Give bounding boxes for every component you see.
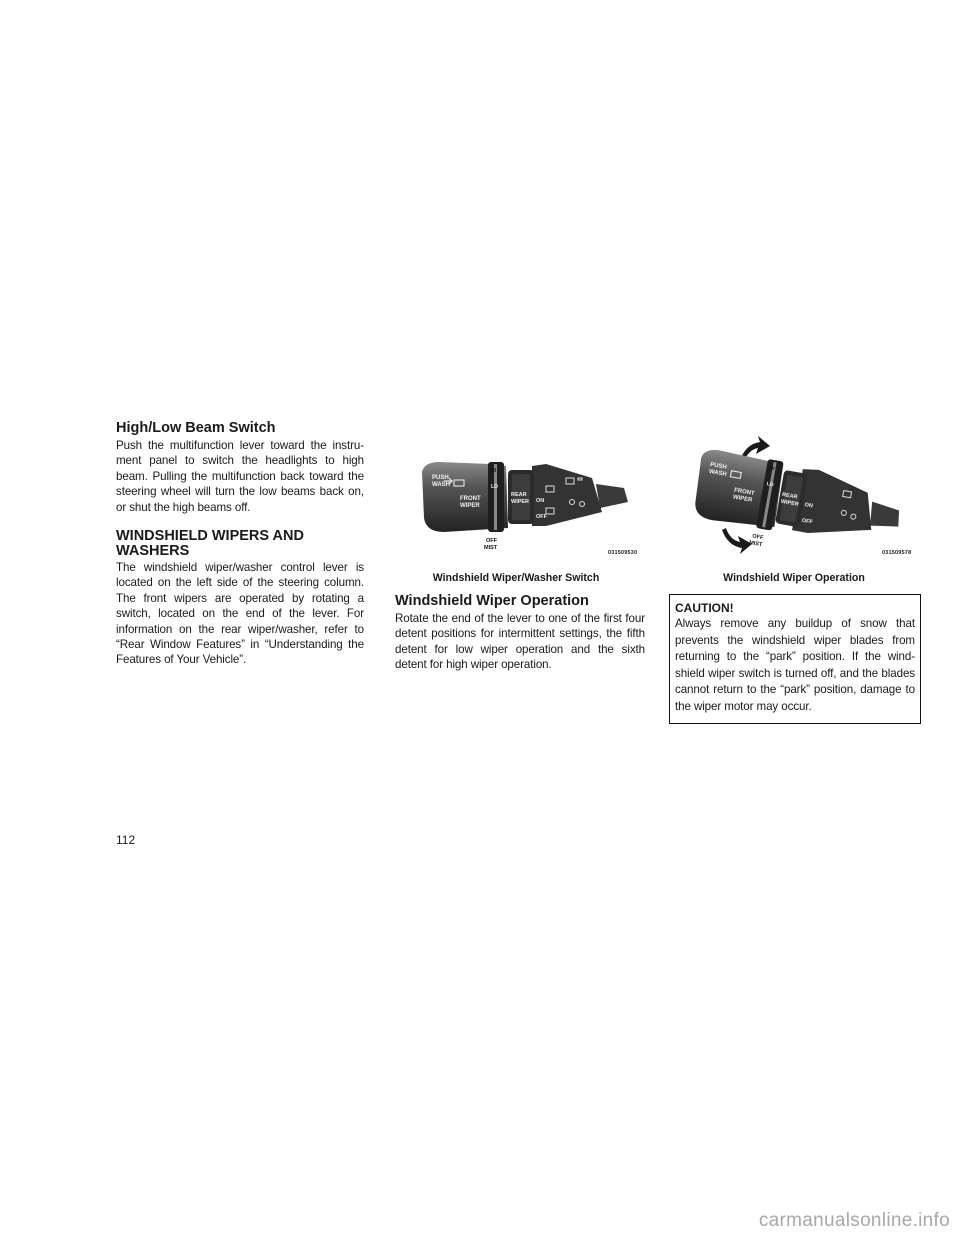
- lever2-stalk-end: [868, 502, 902, 531]
- para-wiper-operation: Rotate the end of the lever to one of the first four detent positions for intermittent settings, the fifth detent for low wiper operation and the sixth detent for high wiper operation.: [395, 612, 645, 672]
- watermark: carmanualsonline.info: [758, 1210, 950, 1231]
- label-push: PUSH: [432, 475, 449, 481]
- label-rear: REAR: [511, 492, 527, 498]
- wiper-lever-illustration-1: [396, 442, 652, 560]
- wiper-lever-illustration-2: [666, 432, 922, 560]
- label-off2: OFF: [536, 514, 547, 520]
- figure-wiper-washer-switch: [396, 442, 652, 560]
- para-windshield-wipers: The windshield wiper/washer control lever is located on the left side of the steering column. The front wipers are operated by rotating a switch, located on the end of the lever. For information on the rear wiper/washer, refer to “Rear Window Features” in “Understanding the Features of Your Vehicle”.: [116, 561, 364, 667]
- figure-code-1: 031509530: [608, 550, 638, 556]
- figure-code-2: 031509578: [882, 550, 912, 556]
- caption-wiper-washer-switch: Windshield Wiper/Washer Switch: [432, 572, 600, 584]
- label2-front: FRONT: [733, 487, 755, 498]
- heading-wipers-line1: WINDSHIELD WIPERS AND: [116, 528, 304, 545]
- label-wiper: WIPER: [460, 503, 480, 509]
- heading-high-low-beam: High/Low Beam Switch: [116, 420, 276, 436]
- label-rear-wiper: WIPER: [511, 499, 530, 505]
- label2-lo: LO: [766, 481, 775, 489]
- middle-column: [395, 593, 645, 673]
- rotate-down-arrow-icon: [722, 528, 752, 554]
- caption-wiper-operation: Windshield Wiper Operation: [723, 572, 865, 584]
- label-wash: WASH: [432, 482, 450, 488]
- heading-windshield-wipers: [116, 529, 364, 559]
- left-column: [116, 420, 364, 668]
- caution-title: CAUTION!: [675, 601, 734, 615]
- label-on: ON: [536, 498, 545, 504]
- label-lo: LO: [491, 484, 498, 490]
- label-hi: HI: [491, 468, 496, 474]
- label-front: FRONT: [460, 496, 481, 502]
- para-high-low-beam: Push the multifunction lever toward the instru-ment panel to switch the headlights to high beam. Pulling the multifunction back toward the steering wheel will turn the low beams back on, or shut the high beams off.: [116, 439, 364, 514]
- label2-mist: MIST: [748, 539, 763, 549]
- caution-box: [669, 594, 921, 724]
- label-off: OFF: [486, 538, 497, 544]
- lever-stalk-end: [596, 484, 628, 508]
- label2-hi: HI: [768, 465, 775, 473]
- label2-push: PUSH: [709, 462, 728, 471]
- page-number: 112: [116, 833, 136, 847]
- label2-off: OFF: [751, 533, 764, 542]
- label2-wash: WASH: [708, 468, 728, 478]
- label2-wiper: WIPER: [732, 494, 753, 504]
- label2-off2: OFF: [801, 517, 814, 526]
- label2-rear: REAR: [781, 491, 798, 501]
- heading-wiper-operation: Windshield Wiper Operation: [395, 593, 589, 609]
- label2-rear-wiper: WIPER: [780, 498, 800, 508]
- heading-wipers-line2: WASHERS: [116, 543, 190, 560]
- caution-body: Always remove any buildup of snow that prevents the windshield wiper blades from returning to the “park” position. If the wind-shield wiper switch is turned off, and the blades cannot return to the “park” position, damage to the wiper motor may occur.: [675, 617, 915, 713]
- label2-on: ON: [804, 502, 814, 510]
- figure-wiper-operation: [666, 432, 922, 560]
- label-mist: MIST: [484, 545, 498, 551]
